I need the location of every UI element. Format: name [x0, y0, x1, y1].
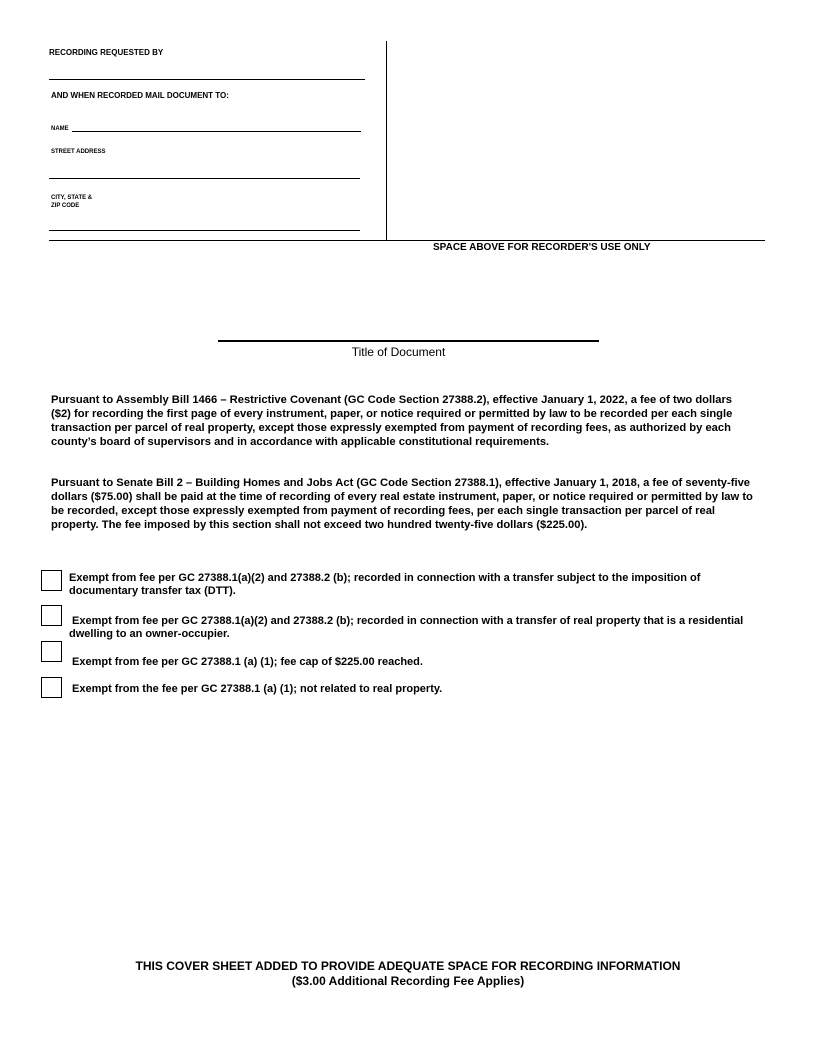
city-state-zip-line[interactable]	[49, 230, 360, 231]
exemption-dtt-checkbox[interactable]	[41, 570, 62, 591]
ab1466-paragraph: Pursuant to Assembly Bill 1466 – Restrictive Covenant (GC Code Section 27388.2), effective January 1, 2022, a fee of two dollars ($2) for recording the first page of every instrument, paper, or notice required or permitted by law to be recorded per each single transaction per parcel of real property, except those expressly exempted from payment of recording fees, as authorized by each county’s board of supervisors and in accordance with applicable constitutional requirements.	[51, 394, 733, 448]
exemption-not-real-property-checkbox[interactable]	[41, 677, 62, 698]
sb2-paragraph: Pursuant to Senate Bill 2 – Building Homes and Jobs Act (GC Code Section 27388.1), effective January 1, 2018, a fee of seventy-five dollars ($75.00) shall be paid at the time of recording of every real estate instrument, paper, or notice required or permitted by law to be recorded, except those expressly exempted from payment of recording fees, per each single transaction per parcel of real property. The fee imposed by this section shall not exceed two hundred twenty-five dollars ($225.00).	[51, 477, 753, 531]
cover-sheet-notice	[0, 959, 816, 989]
cover-sheet-notice-line1: THIS COVER SHEET ADDED TO PROVIDE ADEQUATE SPACE FOR RECORDING INFORMATION	[135, 959, 681, 973]
exemption-owner-occupier-label: Exempt from fee per GC 27388.1(a)(2) and 27388.2 (b); recorded in connection with a transfer of real property that is a residential dwelling to an owner-occupier.	[69, 615, 744, 640]
exemption-not-real-property-label: Exempt from the fee per GC 27388.1 (a) (1); not related to real property.	[72, 683, 443, 695]
mail-to-label: AND WHEN RECORDED MAIL DOCUMENT TO:	[51, 91, 229, 100]
exemption-dtt-label: Exempt from fee per GC 27388.1(a)(2) and 27388.2 (b); recorded in connection with a transfer subject to the imposition of documentary transfer tax (DTT).	[69, 572, 701, 597]
exemption-owner-occupier-checkbox[interactable]	[41, 605, 62, 626]
name-line[interactable]	[72, 131, 361, 132]
header-vertical-divider	[386, 41, 387, 240]
header-bottom-rule	[49, 240, 765, 241]
title-line[interactable]	[218, 340, 599, 342]
street-address-label: STREET ADDRESS	[51, 149, 106, 155]
recording-requested-by-label: RECORDING REQUESTED BY	[49, 48, 164, 57]
exemption-fee-cap-checkbox[interactable]	[41, 641, 62, 662]
street-address-line[interactable]	[49, 178, 360, 179]
title-of-document-label: Title of Document	[351, 345, 446, 359]
recorder-use-label: SPACE ABOVE FOR RECORDER'S USE ONLY	[433, 242, 651, 253]
exemption-fee-cap-label: Exempt from fee per GC 27388.1 (a) (1); fee cap of $225.00 reached.	[72, 656, 423, 668]
city-state-zip-label: CITY, STATE & ZIP CODE	[51, 195, 93, 209]
recording-requested-by-line[interactable]	[49, 79, 365, 80]
name-label: NAME	[51, 126, 69, 132]
cover-sheet-fee-line: ($3.00 Additional Recording Fee Applies)	[291, 974, 525, 988]
